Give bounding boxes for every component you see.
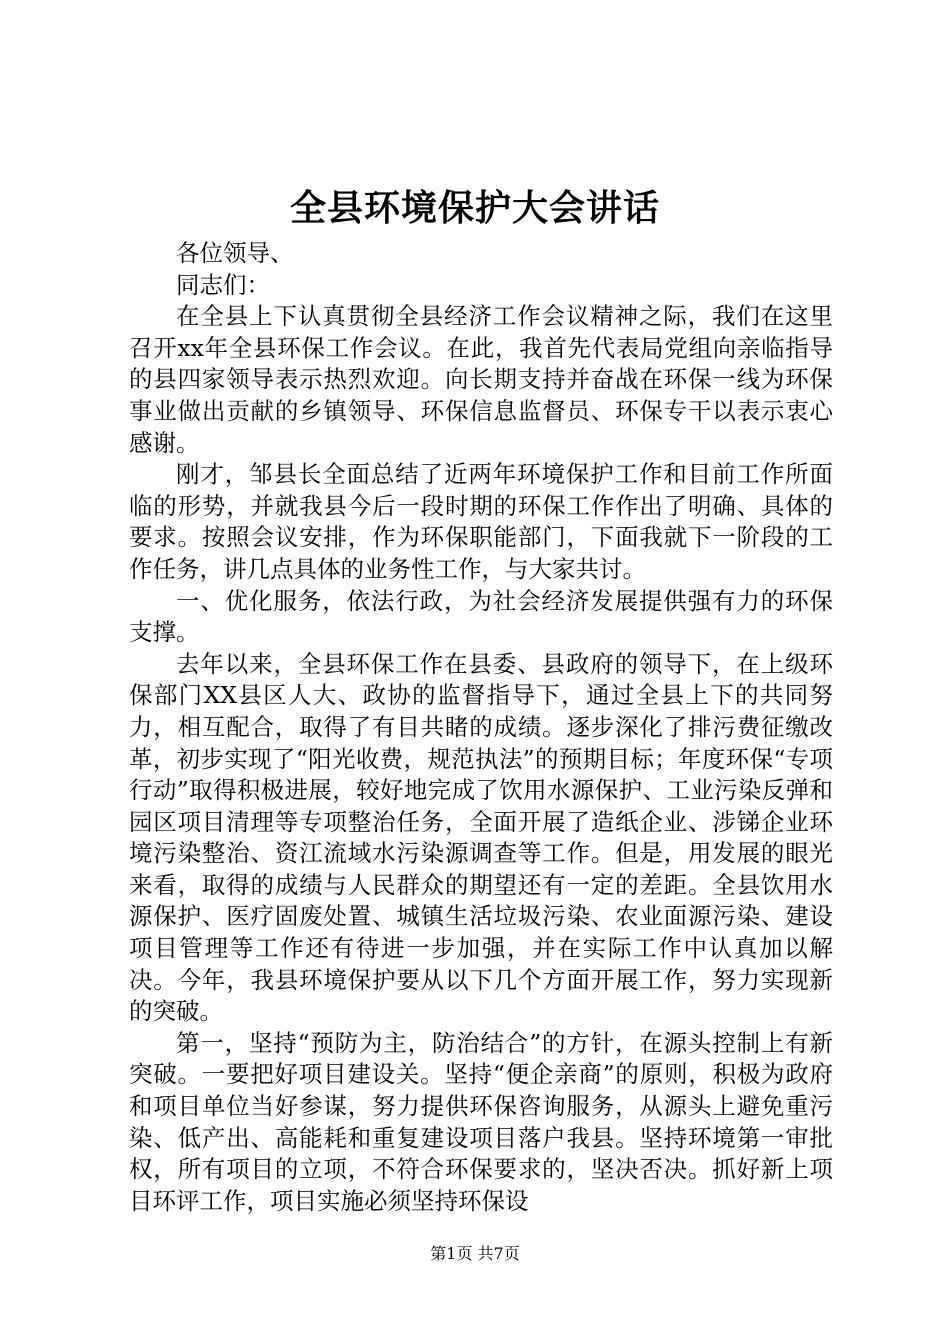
paragraph-summary: 刚才，邹县长全面总结了近两年环境保护工作和目前工作所面临的形势，并就我县今后一段时期的环保工作作出了明确、具体的要求。按照会议安排，作为环保职能部门，下面我就下一阶段的工作任务，讲几点具体的业务性工作，与大家共讨。 <box>129 460 833 583</box>
salutation-comrades: 同志们： <box>176 270 270 299</box>
paragraph-opening: 在全县上下认真贯彻全县经济工作会议精神之际，我们在这里召开xx年全县环保工作会议。在此，我首先代表局党组向亲临指导的县四家领导表示热烈欢迎。向长期支持并奋战在环保一线为环保事业做出贡献的乡镇领导、环保信息监督员、环保专干以表示衷心感谢。 <box>129 302 833 457</box>
salutation-leaders: 各位领导、 <box>176 239 294 267</box>
paragraph-point-1: 第一，坚持“预防为主，防治结合”的方针，在源头控制上有新突破。一要把好项目建设关。坚持“便企亲商”的原则，积极为政府和项目单位当好参谋，努力提供环保咨询服务，从源头上避免重污染、低产出、高能耗和重复建设项目落户我县。坚持环境第一审批权，所有项目的立项，不符合环保要求的，坚决否决。抓好新上项目环评工作，项目实施必须坚持环保设 <box>129 1028 833 1215</box>
document-title: 全县环境保护大会讲话 <box>289 187 660 229</box>
paragraph-review: 去年以来，全县环保工作在县委、县政府的领导下，在上级环保部门XX县区人大、政协的监督指导下，通过全县上下的共同努力，相互配合，取得了有目共睹的成绩。逐步深化了排污费征缴改革，初步实现了“阳光收费，规范执法”的预期目标；年度环保“专项行动”取得积极进展，较好地完成了饮用水源保护、工业污染反弹和园区项目清理等专项整治任务，全面开展了造纸企业、涉锑企业环境污染整治、资江流域水污染源调查等工作。但是，用发展的眼光来看，取得的成绩与人民群众的期望还有一定的差距。全县饮用水源保护、医疗固废处置、城镇生活垃圾污染、农业面源污染、建设项目管理等工作还有待进一步加强，并在实际工作中认真加以解决。今年，我县环境保护要从以下几个方面开展工作，努力实现新的突破。 <box>129 649 833 1026</box>
page-footer: 第1页 共7页 <box>430 1244 520 1263</box>
section-heading-1: 一、优化服务，依法行政，为社会经济发展提供强有力的环保支撑。 <box>129 586 833 647</box>
document-body <box>129 238 833 1217</box>
